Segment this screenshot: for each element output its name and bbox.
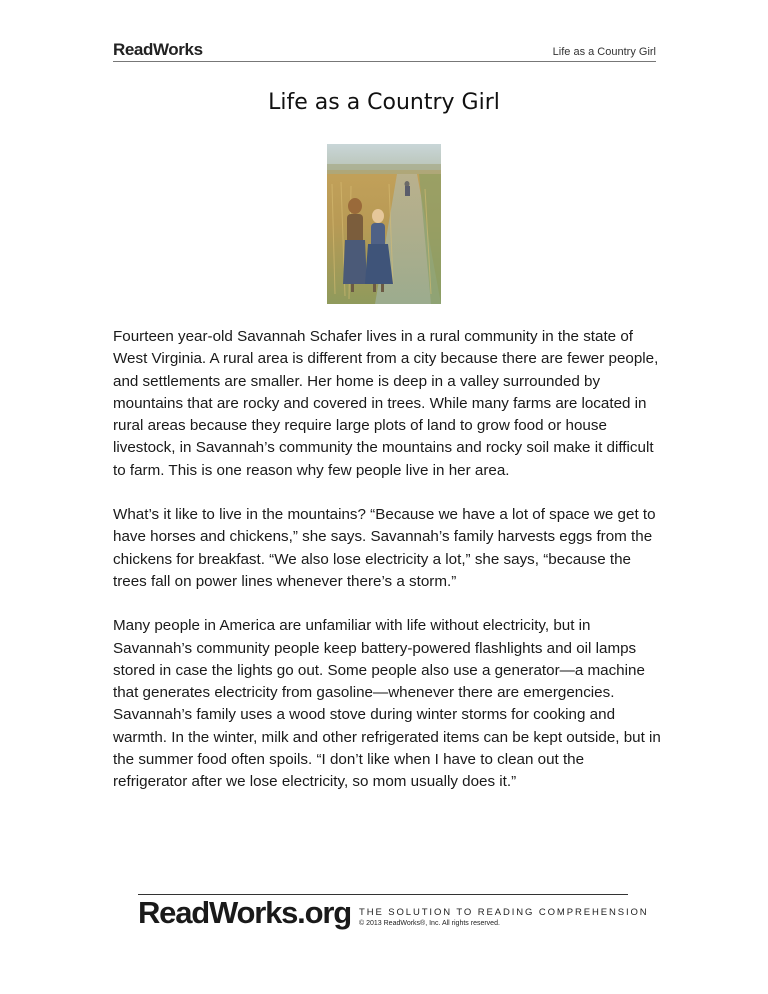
footer-copyright: © 2013 ReadWorks®, Inc. All rights reserved. <box>359 920 500 927</box>
header-logo: ReadWorks <box>113 40 203 59</box>
header-divider <box>113 61 656 62</box>
page-title: Life as a Country Girl <box>268 90 500 115</box>
footer-logo: ReadWorks.org <box>138 895 351 930</box>
article-paragraph: What’s it like to live in the mountains? “Because we have a lot of space we get to have horses and chickens,” she says. Savannah’s family harvests eggs from the chickens for breakfast. “We also lose electricity a lot,” she says, “because the trees fall on power lines whenever there’s a storm.” <box>113 506 656 590</box>
article-paragraph: Many people in America are unfamiliar with life without electricity, but in Savannah’s community people keep battery-powered flashlights and oil lamps stored in case the lights go out. Some people also use a generator—a machine that generates electricity from gasoline—whenever there are emergencies. Savannah’s family uses a wood stove during winter storms for cooking and warmth. In the winter, milk and other refrigerated items can be kept outside, but in the summer food often spoils. “I don’t like when I have to clean out the refrigerator after we lose electricity, so mom usually does it.” <box>113 617 661 791</box>
article-body <box>113 326 661 816</box>
country-girls-painting <box>327 144 441 304</box>
header-title: Life as a Country Girl <box>552 46 656 58</box>
article-paragraph: Fourteen year-old Savannah Schafer lives in a rural community in the state of West Virginia. A rural area is different from a city because there are fewer people, and settlements are smaller. Her home is deep in a valley surrounded by mountains that are rocky and covered in trees. While many farms are located in rural areas because they require large plots of land to grow food or house livestock, in Savannah’s community the mountains and rocky soil make it difficult to farm. This is one reason why few people live in her area. <box>113 328 659 479</box>
footer-tagline: THE SOLUTION TO READING COMPREHENSION <box>359 907 649 918</box>
